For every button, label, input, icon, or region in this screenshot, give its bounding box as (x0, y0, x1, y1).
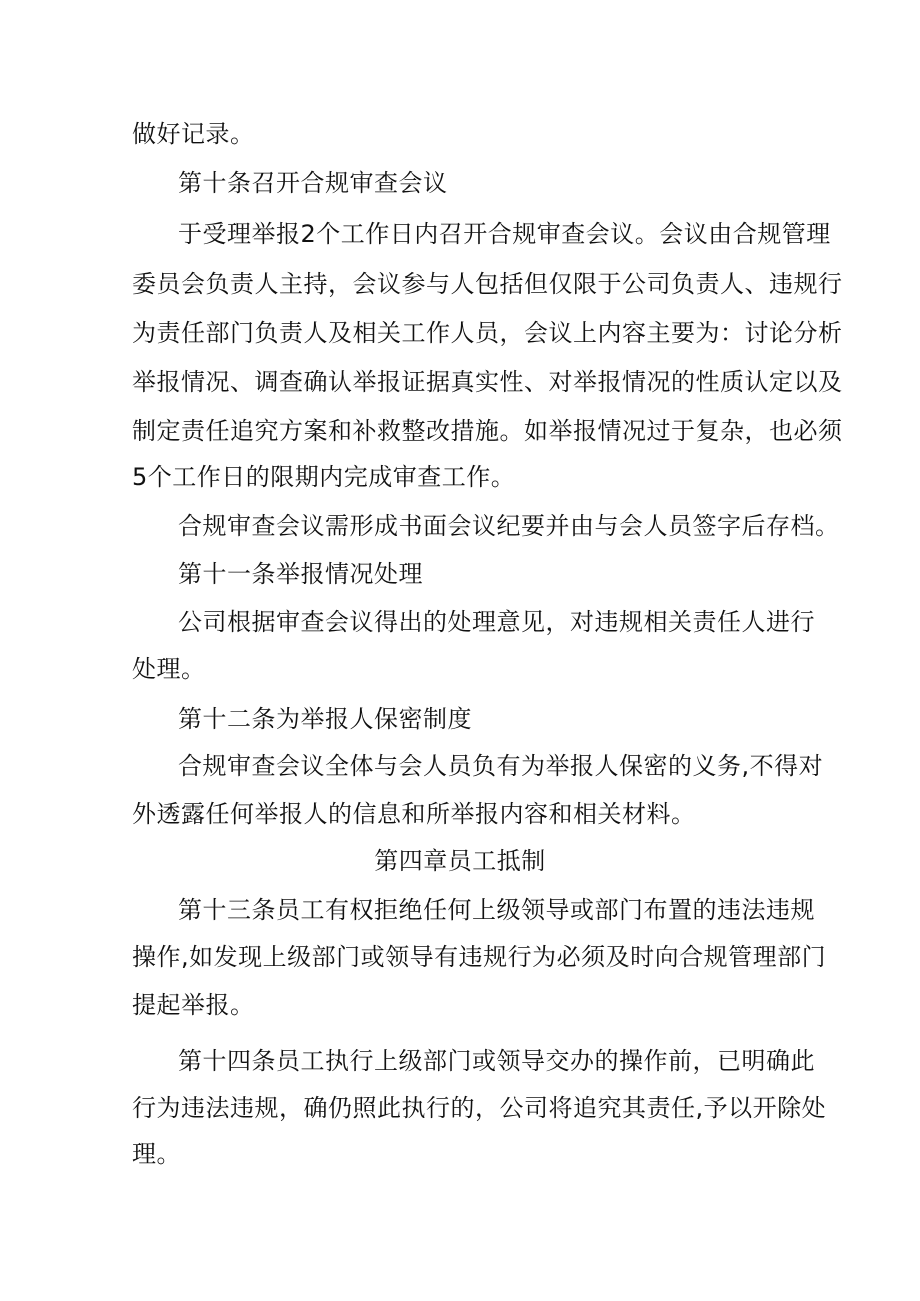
paragraph-line: 第十四条员工执行上级部门或领导交办的操作前，已明确此 (178, 1047, 815, 1075)
paragraph-line: 合规审查会议需形成书面会议纪要并由与会人员签字后存档。 (178, 512, 840, 540)
paragraph-line: 制定责任追究方案和补救整改措施。如举报情况过于复杂，也必须 (132, 417, 843, 445)
article-heading: 第十一条举报情况处理 (178, 560, 423, 588)
paragraph-line: 为责任部门负责人及相关工作人员，会议上内容主要为：讨论分析 (132, 319, 843, 347)
paragraph-line: 第十三条员工有权拒绝任何上级领导或部门布置的违法违规 (178, 896, 815, 924)
paragraph-line: 操作,如发现上级部门或领导有违规行为必须及时向合规管理部门 (132, 943, 827, 971)
article-heading: 第十条召开合规审查会议 (178, 169, 448, 197)
paragraph-line: 合规审查会议全体与会人员负有为举报人保密的义务,不得对 (178, 752, 824, 780)
article-heading: 第十二条为举报人保密制度 (178, 705, 472, 733)
paragraph-line: 处理。 (132, 655, 206, 683)
paragraph-line: 做好记录。 (132, 120, 255, 148)
paragraph-line: 5个工作日的限期内完成审查工作。 (132, 463, 516, 491)
paragraph-line: 行为违法违规，确仍照此执行的，公司将追究其责任,予以开除处 (132, 1094, 827, 1122)
paragraph-line: 理。 (132, 1140, 181, 1168)
paragraph-line: 外透露任何举报人的信息和所举报内容和相关材料。 (132, 800, 696, 828)
paragraph-line: 提起举报。 (132, 991, 255, 1019)
paragraph-line: 委员会负责人主持，会议参与人包括但仅限于公司负责人、违规行 (132, 270, 843, 298)
paragraph-line: 于受理举报2个工作日内召开合规审查会议。会议由合规管理 (178, 220, 831, 248)
paragraph-line: 举报情况、调查确认举报证据真实性、对举报情况的性质认定以及 (132, 368, 843, 396)
paragraph-line: 公司根据审查会议得出的处理意见，对违规相关责任人进行 (178, 608, 815, 636)
chapter-heading: 第四章员工抵制 (374, 847, 546, 875)
